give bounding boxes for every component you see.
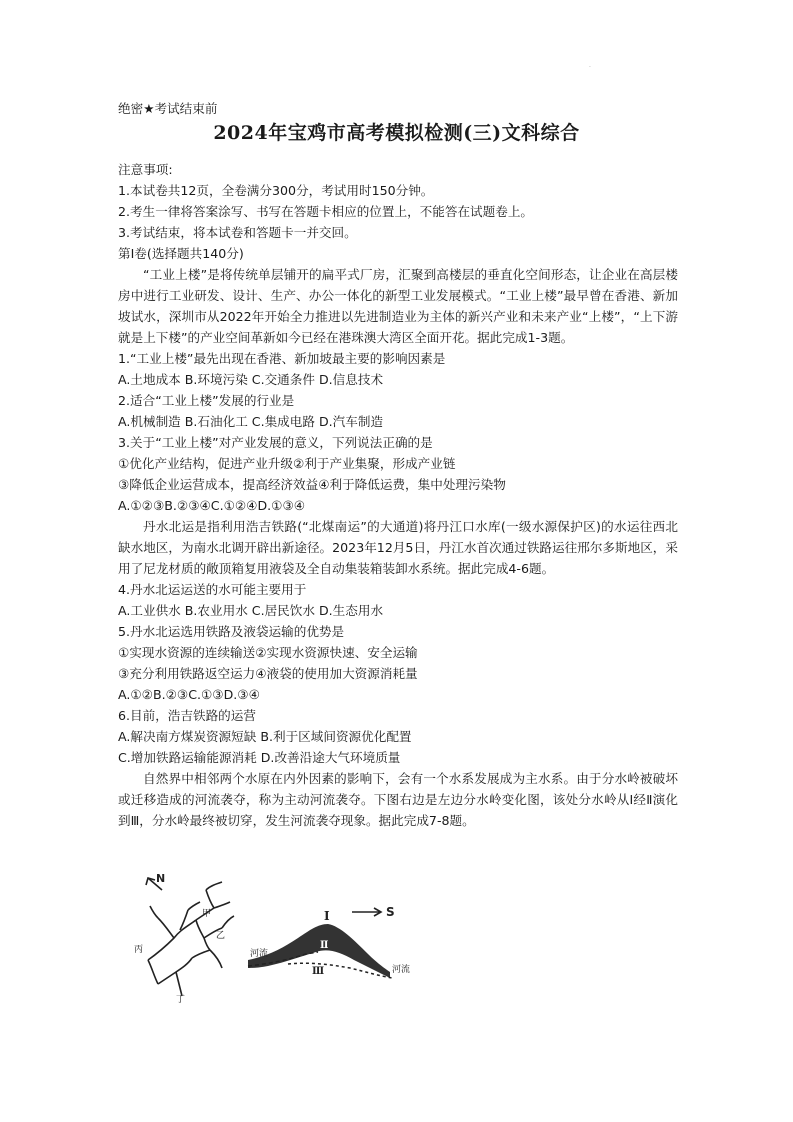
confidential-label: 绝密★考试结束前	[118, 101, 218, 116]
label-jia: 甲	[202, 909, 212, 919]
question-4: 4.丹水北运运送的水可能主要用于	[118, 582, 307, 597]
north-arrow-head	[146, 878, 155, 885]
section-heading: 第Ⅰ卷(选择题共140分)	[118, 246, 244, 261]
notice-item-2: 2.考生一律将答案涂写、书写在答题卡相应的位置上，不能答在试题卷上。	[118, 204, 534, 219]
figure-svg	[118, 868, 428, 1018]
passage-3: 自然界中相邻两个水原在内外因素的影响下，会有一个水系发展成为主水系。由于分水岭被破坏或迁移造成的河流袭夺，称为主动河流袭夺。下图右边是左边分水岭变化图，该处分水岭从Ⅰ经Ⅱ演化到Ⅲ，分水岭最终被切穿，发生河流袭夺现象。据此完成7-8题。	[118, 771, 678, 828]
question-1: 1.“工业上楼”最先出现在香港、新加坡最主要的影响因素是	[118, 351, 446, 366]
river-right-label: 河流	[392, 965, 411, 975]
north-label: N	[156, 872, 166, 885]
exam-body	[118, 159, 678, 831]
question-6: 6.目前，浩吉铁路的运营	[118, 708, 256, 723]
question-3: 3.关于“工业上楼”对产业发展的意义，下列说法正确的是	[118, 435, 433, 450]
notice-heading: 注意事项:	[118, 162, 173, 177]
question-5-options: A.①②B.②③C.①③D.③④	[118, 687, 260, 702]
question-4-options: A.工业供水 B.农业用水 C.居民饮水 D.生态用水	[118, 603, 384, 618]
question-3-statement-2: ③降低企业运营成本，提高经济效益④利于降低运费，集中处理污染物	[118, 477, 506, 492]
roman-1-label: I	[324, 909, 330, 923]
question-6-options-2: C.增加铁路运输能源消耗 D.改善沿途大气环境质量	[118, 750, 401, 765]
question-5-statement-2: ③充分利用铁路返空运力④液袋的使用加大资源消耗量	[118, 666, 418, 681]
notice-item-3: 3.考试结束，将本试卷和答题卡一并交回。	[118, 225, 357, 240]
river-left-label: 河流	[250, 949, 269, 959]
scan-dot: .	[589, 62, 591, 69]
label-bing: 丙	[134, 945, 144, 955]
south-label: S	[386, 905, 395, 919]
passage-2: 丹水北运是指利用浩吉铁路(“北煤南运”的大通道)将丹江口水库(一级水源保护区)的水运往西北缺水地区，为南水北调开辟出新途径。2023年12月5日，丹江水首次通过铁路运往邢尔多斯地区，采用了尼龙材质的敞顶箱复用液袋及全自动集装箱装卸水系统。据此完成4-6题。	[118, 519, 678, 576]
question-5-statement-1: ①实现水资源的连续输送②实现水资源快速、安全运输	[118, 645, 418, 660]
question-5: 5.丹水北运选用铁路及液袋运输的优势是	[118, 624, 345, 639]
passage-1: “工业上楼”是将传统单层铺开的扁平式厂房，汇聚到高楼层的垂直化空间形态，让企业在高层楼房中进行工业研发、设计、生产、办公一体化的新型工业发展模式。“工业上楼”最早曾在香港、新加坡试水，深圳市从2022年开始全力推进以先进制造业为主体的新兴产业和未来产业“上楼”，“上下游就是上下楼”的产业空间革新如今已经在港珠澳大湾区全面开花。据此完成1-3题。	[118, 267, 678, 345]
question-2-options: A.机械制造 B.石油化工 C.集成电路 D.汽车制造	[118, 414, 384, 429]
question-6-options-1: A.解决南方煤炭资源短缺 B.利于区域间资源优化配置	[118, 729, 412, 744]
question-1-options: A.土地成本 B.环境污染 C.交通条件 D.信息技术	[118, 372, 384, 387]
notice-item-1: 1.本试卷共12页，全卷满分300分，考试用时150分钟。	[118, 183, 434, 198]
question-2: 2.适合“工业上楼”发展的行业是	[118, 393, 295, 408]
river-capture-figure	[118, 868, 428, 1018]
exam-title: 2024年宝鸡市高考模拟检测(三)文科综合	[213, 122, 580, 144]
roman-2-label: Ⅱ	[320, 940, 329, 951]
question-3-options: A.①②③B.②③④C.①②④D.①③④	[118, 498, 306, 513]
label-ding: 丁	[176, 995, 186, 1005]
question-3-statement-1: ①优化产业结构，促进产业升级②利于产业集聚，形成产业链	[118, 456, 456, 471]
label-yi: 乙	[216, 931, 226, 941]
roman-3-label: Ⅲ	[312, 966, 325, 977]
